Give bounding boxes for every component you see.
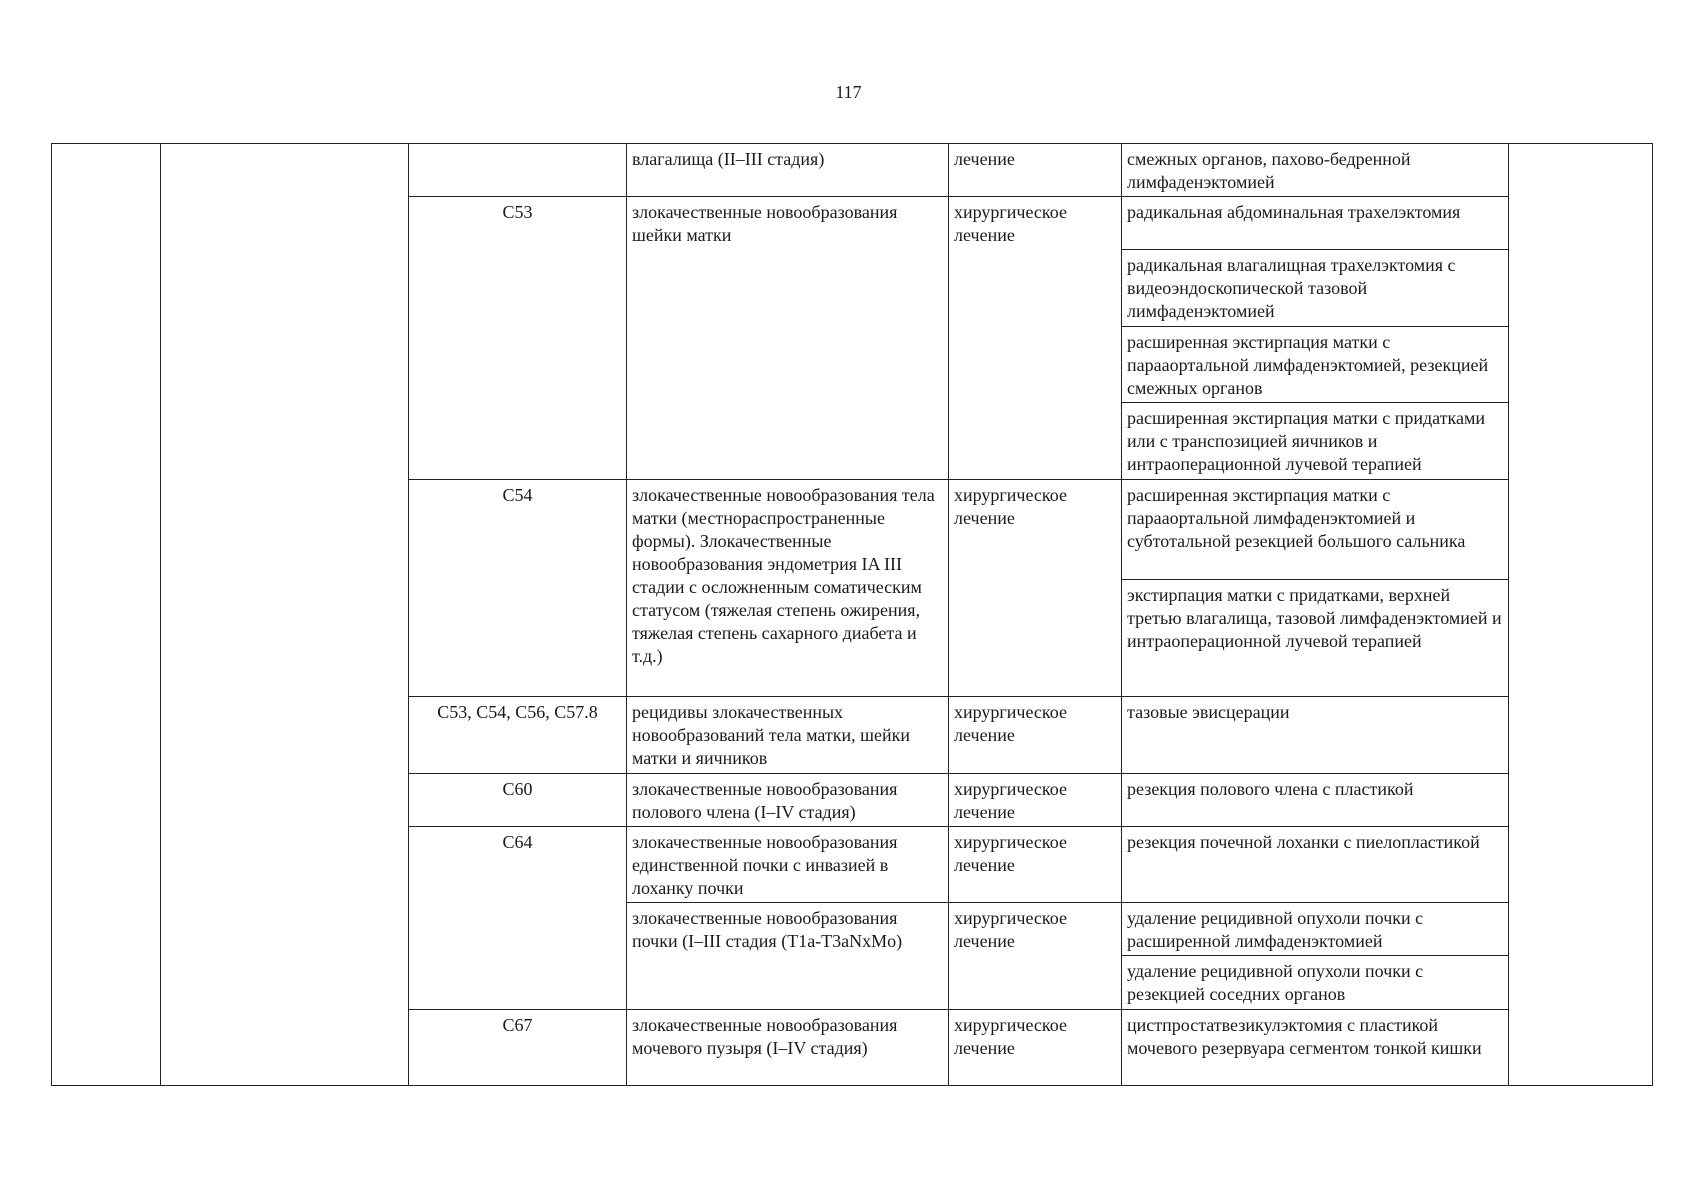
code-cell: C53	[409, 197, 627, 480]
method-cell: резекция полового члена с пластикой	[1122, 774, 1509, 827]
code-cell: C67	[409, 1010, 627, 1086]
col-cost-cell	[1509, 144, 1653, 1086]
table-row	[52, 144, 1653, 197]
diagnosis-cell: злокачественные новообразования мочевого пузыря (I–IV стадия)	[627, 1010, 949, 1086]
diagnosis-cell: злокачественные новообразования шейки матки	[627, 197, 949, 480]
diagnosis-cell: злокачественные новообразования полового члена (I–IV стадия)	[627, 774, 949, 827]
diagnosis-cell: влагалища (II–III стадия)	[627, 144, 949, 197]
treatment-type-cell: хирургическое лечение	[949, 1010, 1122, 1086]
method-cell: удаление рецидивной опухоли почки с расширенной лимфаденэктомией	[1122, 903, 1509, 956]
diagnosis-cell: злокачественные новообразования единственной почки с инвазией в лоханку почки	[627, 827, 949, 903]
treatment-type-cell: хирургическое лечение	[949, 827, 1122, 903]
diagnosis-cell: рецидивы злокачественных новообразований тела матки, шейки матки и яичников	[627, 697, 949, 774]
treatment-type-cell: лечение	[949, 144, 1122, 197]
method-cell: удаление рецидивной опухоли почки с резекцией соседних органов	[1122, 956, 1509, 1010]
method-cell: расширенная экстирпация матки с парааортальной лимфаденэктомией и субтотальной резекцией большого сальника	[1122, 480, 1509, 580]
diagnosis-cell: злокачественные новообразования тела матки (местнораспространенные формы). Злокачественные новообразования эндометрия IA III стадии с осложненным соматическим статусом (тяжелая степень ожирения, тяжелая степень сахарного диабета и т.д.)	[627, 480, 949, 697]
code-cell	[409, 144, 627, 197]
code-cell: C64	[409, 827, 627, 1010]
treatment-type-cell: хирургическое лечение	[949, 197, 1122, 480]
code-cell: C53, C54, C56, C57.8	[409, 697, 627, 774]
treatment-table	[51, 143, 1653, 1086]
method-cell: тазовые эвисцерации	[1122, 697, 1509, 774]
col-group-cell	[161, 144, 409, 1086]
code-cell: C54	[409, 480, 627, 697]
method-cell: резекция почечной лоханки с пиелопластикой	[1122, 827, 1509, 903]
method-cell: расширенная экстирпация матки с придатками или с транспозицией яичников и интраоперационной лучевой терапией	[1122, 403, 1509, 480]
treatment-type-cell: хирургическое лечение	[949, 903, 1122, 1010]
method-cell: расширенная экстирпация матки с парааортальной лимфаденэктомией, резекцией смежных органов	[1122, 327, 1509, 403]
diagnosis-cell: злокачественные новообразования почки (I–III стадия (T1a-T3aNxMo)	[627, 903, 949, 1010]
treatment-type-cell: хирургическое лечение	[949, 774, 1122, 827]
method-cell: радикальная абдоминальная трахелэктомия	[1122, 197, 1509, 250]
page-number: 117	[835, 82, 862, 102]
method-cell: смежных органов, пахово-бедренной лимфаденэктомией	[1122, 144, 1509, 197]
code-cell: C60	[409, 774, 627, 827]
treatment-type-cell: хирургическое лечение	[949, 697, 1122, 774]
col-number-cell	[52, 144, 161, 1086]
method-cell: радикальная влагалищная трахелэктомия с видеоэндоскопической тазовой лимфаденэктомией	[1122, 250, 1509, 327]
method-cell: цистпростатвезикулэктомия с пластикой мочевого резервуара сегментом тонкой кишки	[1122, 1010, 1509, 1086]
method-cell: экстирпация матки с придатками, верхней третью влагалища, тазовой лимфаденэктомией и интраоперационной лучевой терапией	[1122, 580, 1509, 697]
treatment-type-cell: хирургическое лечение	[949, 480, 1122, 697]
